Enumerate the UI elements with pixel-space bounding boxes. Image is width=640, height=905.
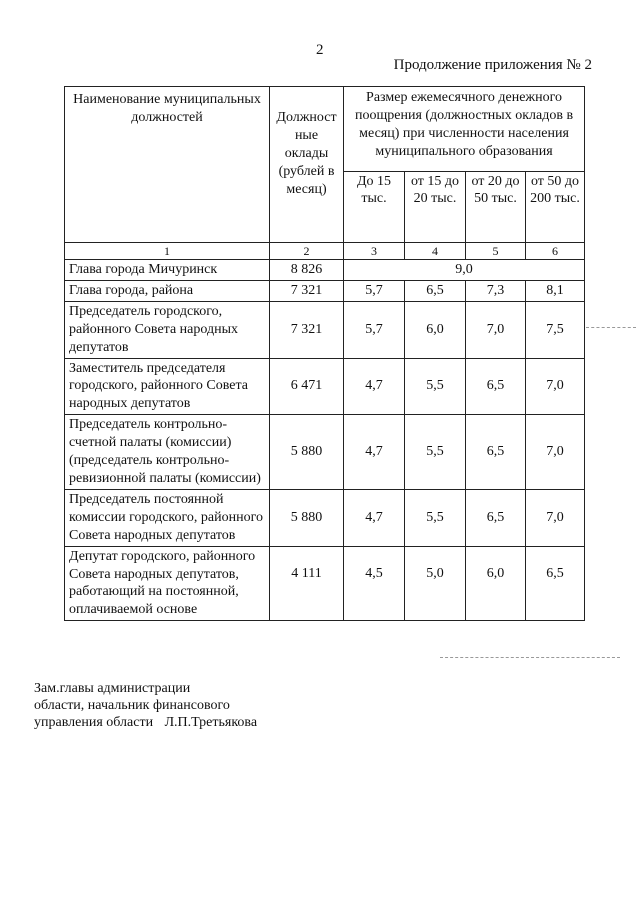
scan-artifact-line: [440, 657, 620, 658]
signature-line: управления области: [34, 715, 154, 730]
bonus-value: 7,3: [466, 280, 526, 301]
column-number: 5: [466, 243, 526, 260]
position-name: Заместитель председателя городского, районного Совета народных депутатов: [65, 358, 270, 415]
column-number: 1: [65, 243, 270, 260]
column-number: 6: [526, 243, 585, 260]
bonus-merged-value: 9,0: [344, 260, 585, 281]
salary-value: 5 880: [270, 415, 344, 490]
bonus-value: 8,1: [526, 280, 585, 301]
bonus-value: 5,5: [405, 358, 466, 415]
salary-table: [64, 86, 585, 621]
table-row: [65, 260, 585, 281]
salary-value: 7 321: [270, 280, 344, 301]
scan-artifact-line: [586, 327, 636, 328]
position-name: Глава города, района: [65, 280, 270, 301]
page-number: 2: [316, 42, 324, 58]
position-name: Председатель постоянной комиссии городского, районного Совета народных депутатов: [65, 489, 270, 546]
salary-value: 5 880: [270, 489, 344, 546]
bonus-value: 6,5: [526, 546, 585, 621]
bonus-value: 7,0: [526, 489, 585, 546]
signature-block: [34, 680, 257, 731]
bonus-value: 6,5: [466, 489, 526, 546]
bonus-value: 6,0: [466, 546, 526, 621]
bonus-value: 7,0: [466, 301, 526, 358]
bonus-value: 6,5: [466, 415, 526, 490]
bonus-value: 6,5: [405, 280, 466, 301]
bonus-value: 5,5: [405, 489, 466, 546]
header-bonus-group: Размер ежемесячного денежного поощрения (должностных окладов в месяц) при численности населения муниципального образования: [344, 87, 585, 172]
column-number: 3: [344, 243, 405, 260]
position-name: Депутат городского, районного Совета народных депутатов, работающий на постоянной, оплачиваемой основе: [65, 546, 270, 621]
header-salary: Должност ные оклады (рублей в месяц): [270, 87, 344, 243]
salary-value: 6 471: [270, 358, 344, 415]
header-sub-2: от 15 до 20 тыс.: [405, 171, 466, 242]
bonus-value: 6,5: [466, 358, 526, 415]
table-row: [65, 489, 585, 546]
header-sub-1: До 15 тыс.: [344, 171, 405, 242]
signatory-name: Л.П.Третьякова: [164, 715, 258, 730]
table-row: [65, 546, 585, 621]
bonus-value: 7,0: [526, 358, 585, 415]
bonus-value: 5,5: [405, 415, 466, 490]
bonus-value: 4,5: [344, 546, 405, 621]
header-sub-3: от 20 до 50 тыс.: [466, 171, 526, 242]
salary-value: 8 826: [270, 260, 344, 281]
bonus-value: 7,0: [526, 415, 585, 490]
header-position-name: Наименование муниципальных должностей: [65, 87, 270, 243]
table-row: [65, 358, 585, 415]
bonus-value: 4,7: [344, 489, 405, 546]
bonus-value: 4,7: [344, 415, 405, 490]
bonus-value: 4,7: [344, 358, 405, 415]
salary-value: 4 111: [270, 546, 344, 621]
table-row: [65, 280, 585, 301]
position-name: Председатель городского, районного Совета народных депутатов: [65, 301, 270, 358]
column-number: 2: [270, 243, 344, 260]
signature-line: Зам.главы администрации: [34, 681, 191, 696]
column-number-row: [65, 243, 585, 260]
column-number: 4: [405, 243, 466, 260]
header-sub-4: от 50 до 200 тыс.: [526, 171, 585, 242]
signature-line-with-name: [34, 714, 257, 731]
signature-line: области, начальник финансового: [34, 698, 230, 713]
bonus-value: 6,0: [405, 301, 466, 358]
continuation-heading: Продолжение приложения № 2: [393, 57, 592, 73]
bonus-value: 5,7: [344, 301, 405, 358]
table-row: [65, 301, 585, 358]
bonus-value: 5,0: [405, 546, 466, 621]
position-name: Глава города Мичуринск: [65, 260, 270, 281]
bonus-value: 7,5: [526, 301, 585, 358]
table-row: [65, 415, 585, 490]
bonus-value: 5,7: [344, 280, 405, 301]
salary-value: 7 321: [270, 301, 344, 358]
position-name: Председатель контрольно-счетной палаты (комиссии) (председатель контрольно-ревизионной палаты (комиссии): [65, 415, 270, 490]
header-row: [65, 87, 585, 172]
